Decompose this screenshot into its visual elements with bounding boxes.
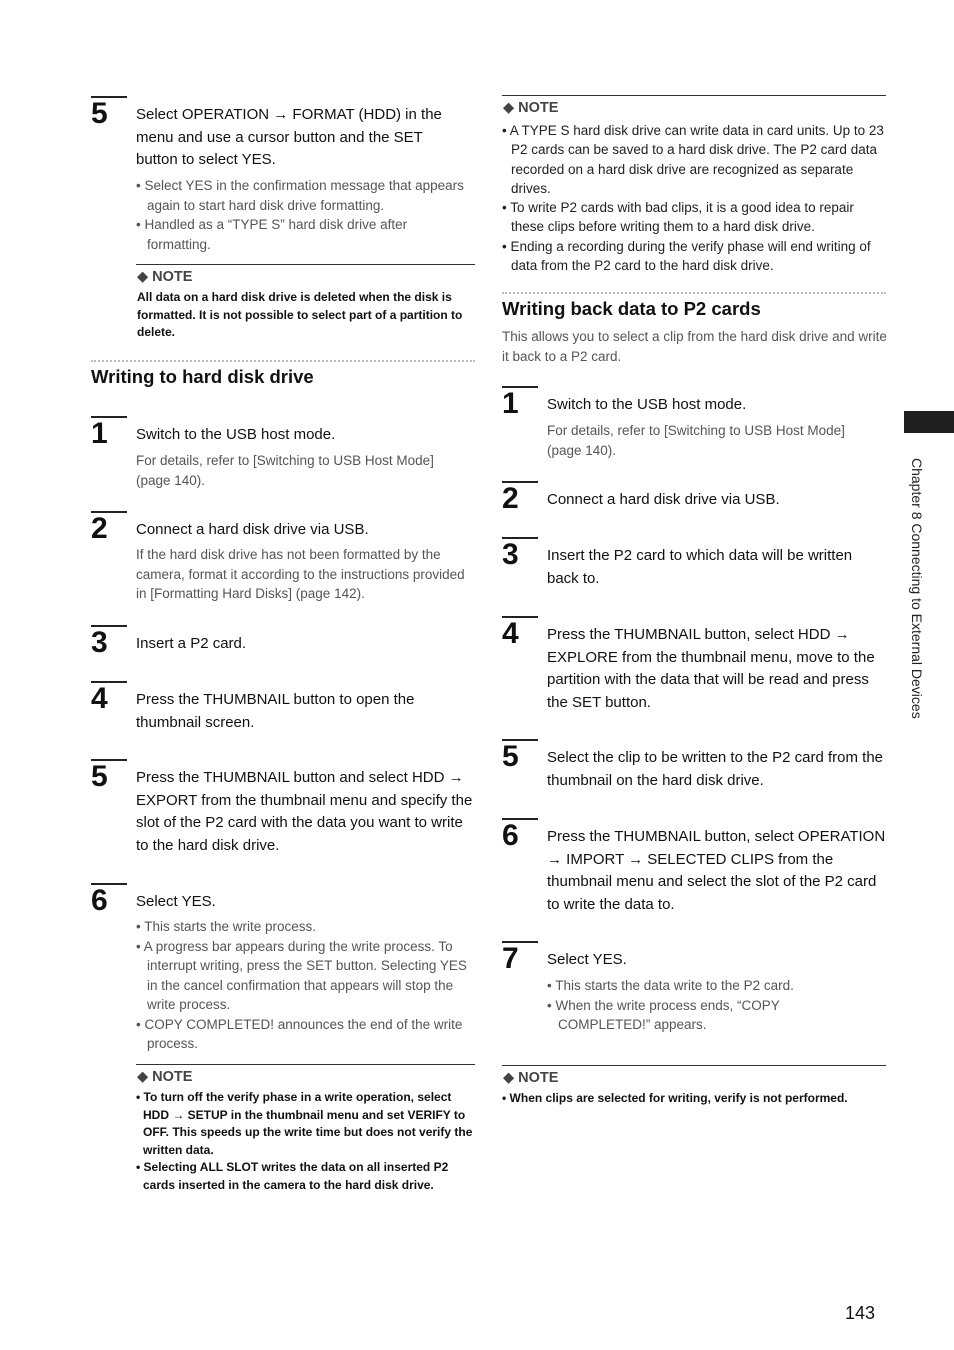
chapter-label-text: Chapter 8 Connecting to External Devices	[909, 458, 925, 719]
note-bullet: • To turn off the verify phase in a write operation, select HDD → SETUP in the thumbnail menu and set VERIFY to OFF. This speeds up the write time but does not verify the written data.	[136, 1090, 473, 1157]
chapter-tab	[904, 411, 954, 433]
step-number: 5	[91, 97, 108, 130]
step-bullets	[136, 917, 471, 1054]
step-number: 6	[91, 884, 108, 917]
step-text: Press the THUMBNAIL button and select HDD → EXPORT from the thumbnail menu and specify the slot of the P2 card with the data you want to write to the hard disk drive.	[136, 769, 473, 854]
note-rule	[136, 264, 475, 265]
step-text: Insert a P2 card.	[136, 635, 247, 652]
section-heading: Writing back data to P2 cards	[502, 298, 761, 319]
note-title: ◆ NOTE	[503, 1070, 559, 1086]
step-number: 2	[91, 512, 108, 545]
bullet-item: • Select YES in the confirmation message that appears again to start hard disk drive formatting.	[136, 178, 464, 213]
step-text: Connect a hard disk drive via USB.	[136, 521, 369, 538]
note-rule	[136, 1064, 475, 1065]
step-number: 4	[502, 617, 519, 650]
note-title: ◆ NOTE	[137, 269, 193, 285]
step-number: 2	[502, 482, 519, 515]
step-text: Press the THUMBNAIL button, select OPERATION → IMPORT → SELECTED CLIPS from the thumbnail menu and select the slot of the P2 card to write the data to.	[547, 828, 886, 913]
step-subtext: For details, refer to [Switching to USB Host Mode] (page 140).	[547, 423, 845, 458]
note-body	[136, 1089, 474, 1194]
note-body	[502, 1090, 886, 1108]
step-text: Select YES.	[547, 951, 627, 968]
note-body	[502, 121, 886, 275]
note-rule	[502, 95, 886, 96]
section-divider	[91, 360, 475, 362]
page-number: 143	[845, 1303, 876, 1323]
step-number: 5	[91, 760, 108, 793]
step-number: 3	[502, 538, 519, 571]
step-number: 5	[502, 740, 519, 773]
step-number: 6	[502, 819, 519, 852]
bullet-item: • A progress bar appears during the write process. To interrupt writing, press the SET button. Selecting YES in the cancel confirmation that appears will stop the write process.	[136, 938, 467, 1012]
step-number: 3	[91, 626, 108, 659]
step-text: Press the THUMBNAIL button to open the thumbnail screen.	[136, 691, 415, 731]
note-text: All data on a hard disk drive is deleted when the disk is formatted. It is not possible to select part of a partition to delete.	[137, 290, 463, 339]
step-bullets	[547, 976, 807, 1035]
step-text: Insert the P2 card to which data will be written back to.	[547, 547, 853, 587]
bullet-item: • When the write process ends, “COPY COMPLETED!” appears.	[547, 997, 780, 1032]
step-text: Select the clip to be written to the P2 card from the thumbnail on the hard disk drive.	[547, 749, 884, 789]
step-text: Connect a hard disk drive via USB.	[547, 491, 780, 508]
note-body	[137, 289, 477, 342]
step-bullets	[136, 176, 471, 254]
bullet-item: • This starts the write process.	[136, 919, 317, 934]
note-bullet: • A TYPE S hard disk drive can write data in card units. Up to 23 P2 cards can be saved to a hard disk drive. The P2 card data recorded on a hard disk drive are recognized as separate drives.	[502, 123, 884, 196]
chapter-side-label	[906, 458, 930, 778]
step-subtext: For details, refer to [Switching to USB Host Mode] (page 140).	[136, 453, 434, 488]
bullet-item: • Handled as a “TYPE S” hard disk drive after formatting.	[136, 217, 408, 252]
section-intro: This allows you to select a clip from the hard disk drive and write it back to a P2 card.	[502, 329, 887, 364]
step-number: 1	[91, 417, 108, 450]
bullet-item: • This starts the data write to the P2 card.	[547, 978, 794, 993]
step-text: Press the THUMBNAIL button, select HDD → EXPLORE from the thumbnail menu, move to the partition with the data that will be read and press the SET button.	[547, 626, 875, 711]
step-number: 7	[502, 942, 519, 975]
step-number: 4	[91, 682, 108, 715]
note-bullet: • To write P2 cards with bad clips, it is a good idea to repair these clips before writing them to a hard disk drive.	[502, 200, 854, 235]
section-divider	[502, 292, 886, 294]
step-text: Select YES.	[136, 893, 216, 910]
note-bullet: • Ending a recording during the verify phase will end writing of data from the P2 card to the hard disk drive.	[502, 238, 871, 274]
step-text: Select OPERATION → FORMAT (HDD) in the menu and use a cursor button and the SET button to select YES.	[136, 106, 442, 168]
note-rule	[502, 1065, 886, 1066]
note-bullet: • When clips are selected for writing, verify is not performed.	[502, 1091, 848, 1105]
bullet-item: • COPY COMPLETED! announces the end of the write process.	[136, 1016, 463, 1051]
step-text: Switch to the USB host mode.	[136, 426, 336, 443]
section-heading: Writing to hard disk drive	[91, 366, 314, 387]
step-subtext: If the hard disk drive has not been formatted by the camera, format it according to the instructions provided in [Formatting Hard Disks] (page 142).	[136, 547, 465, 601]
step-number: 1	[502, 387, 519, 420]
note-bullet: • Selecting ALL SLOT writes the data on all inserted P2 cards inserted in the camera to the hard disk drive.	[136, 1160, 449, 1192]
note-title: ◆ NOTE	[503, 100, 559, 116]
note-title: ◆ NOTE	[137, 1069, 193, 1085]
step-text: Switch to the USB host mode.	[547, 396, 747, 413]
